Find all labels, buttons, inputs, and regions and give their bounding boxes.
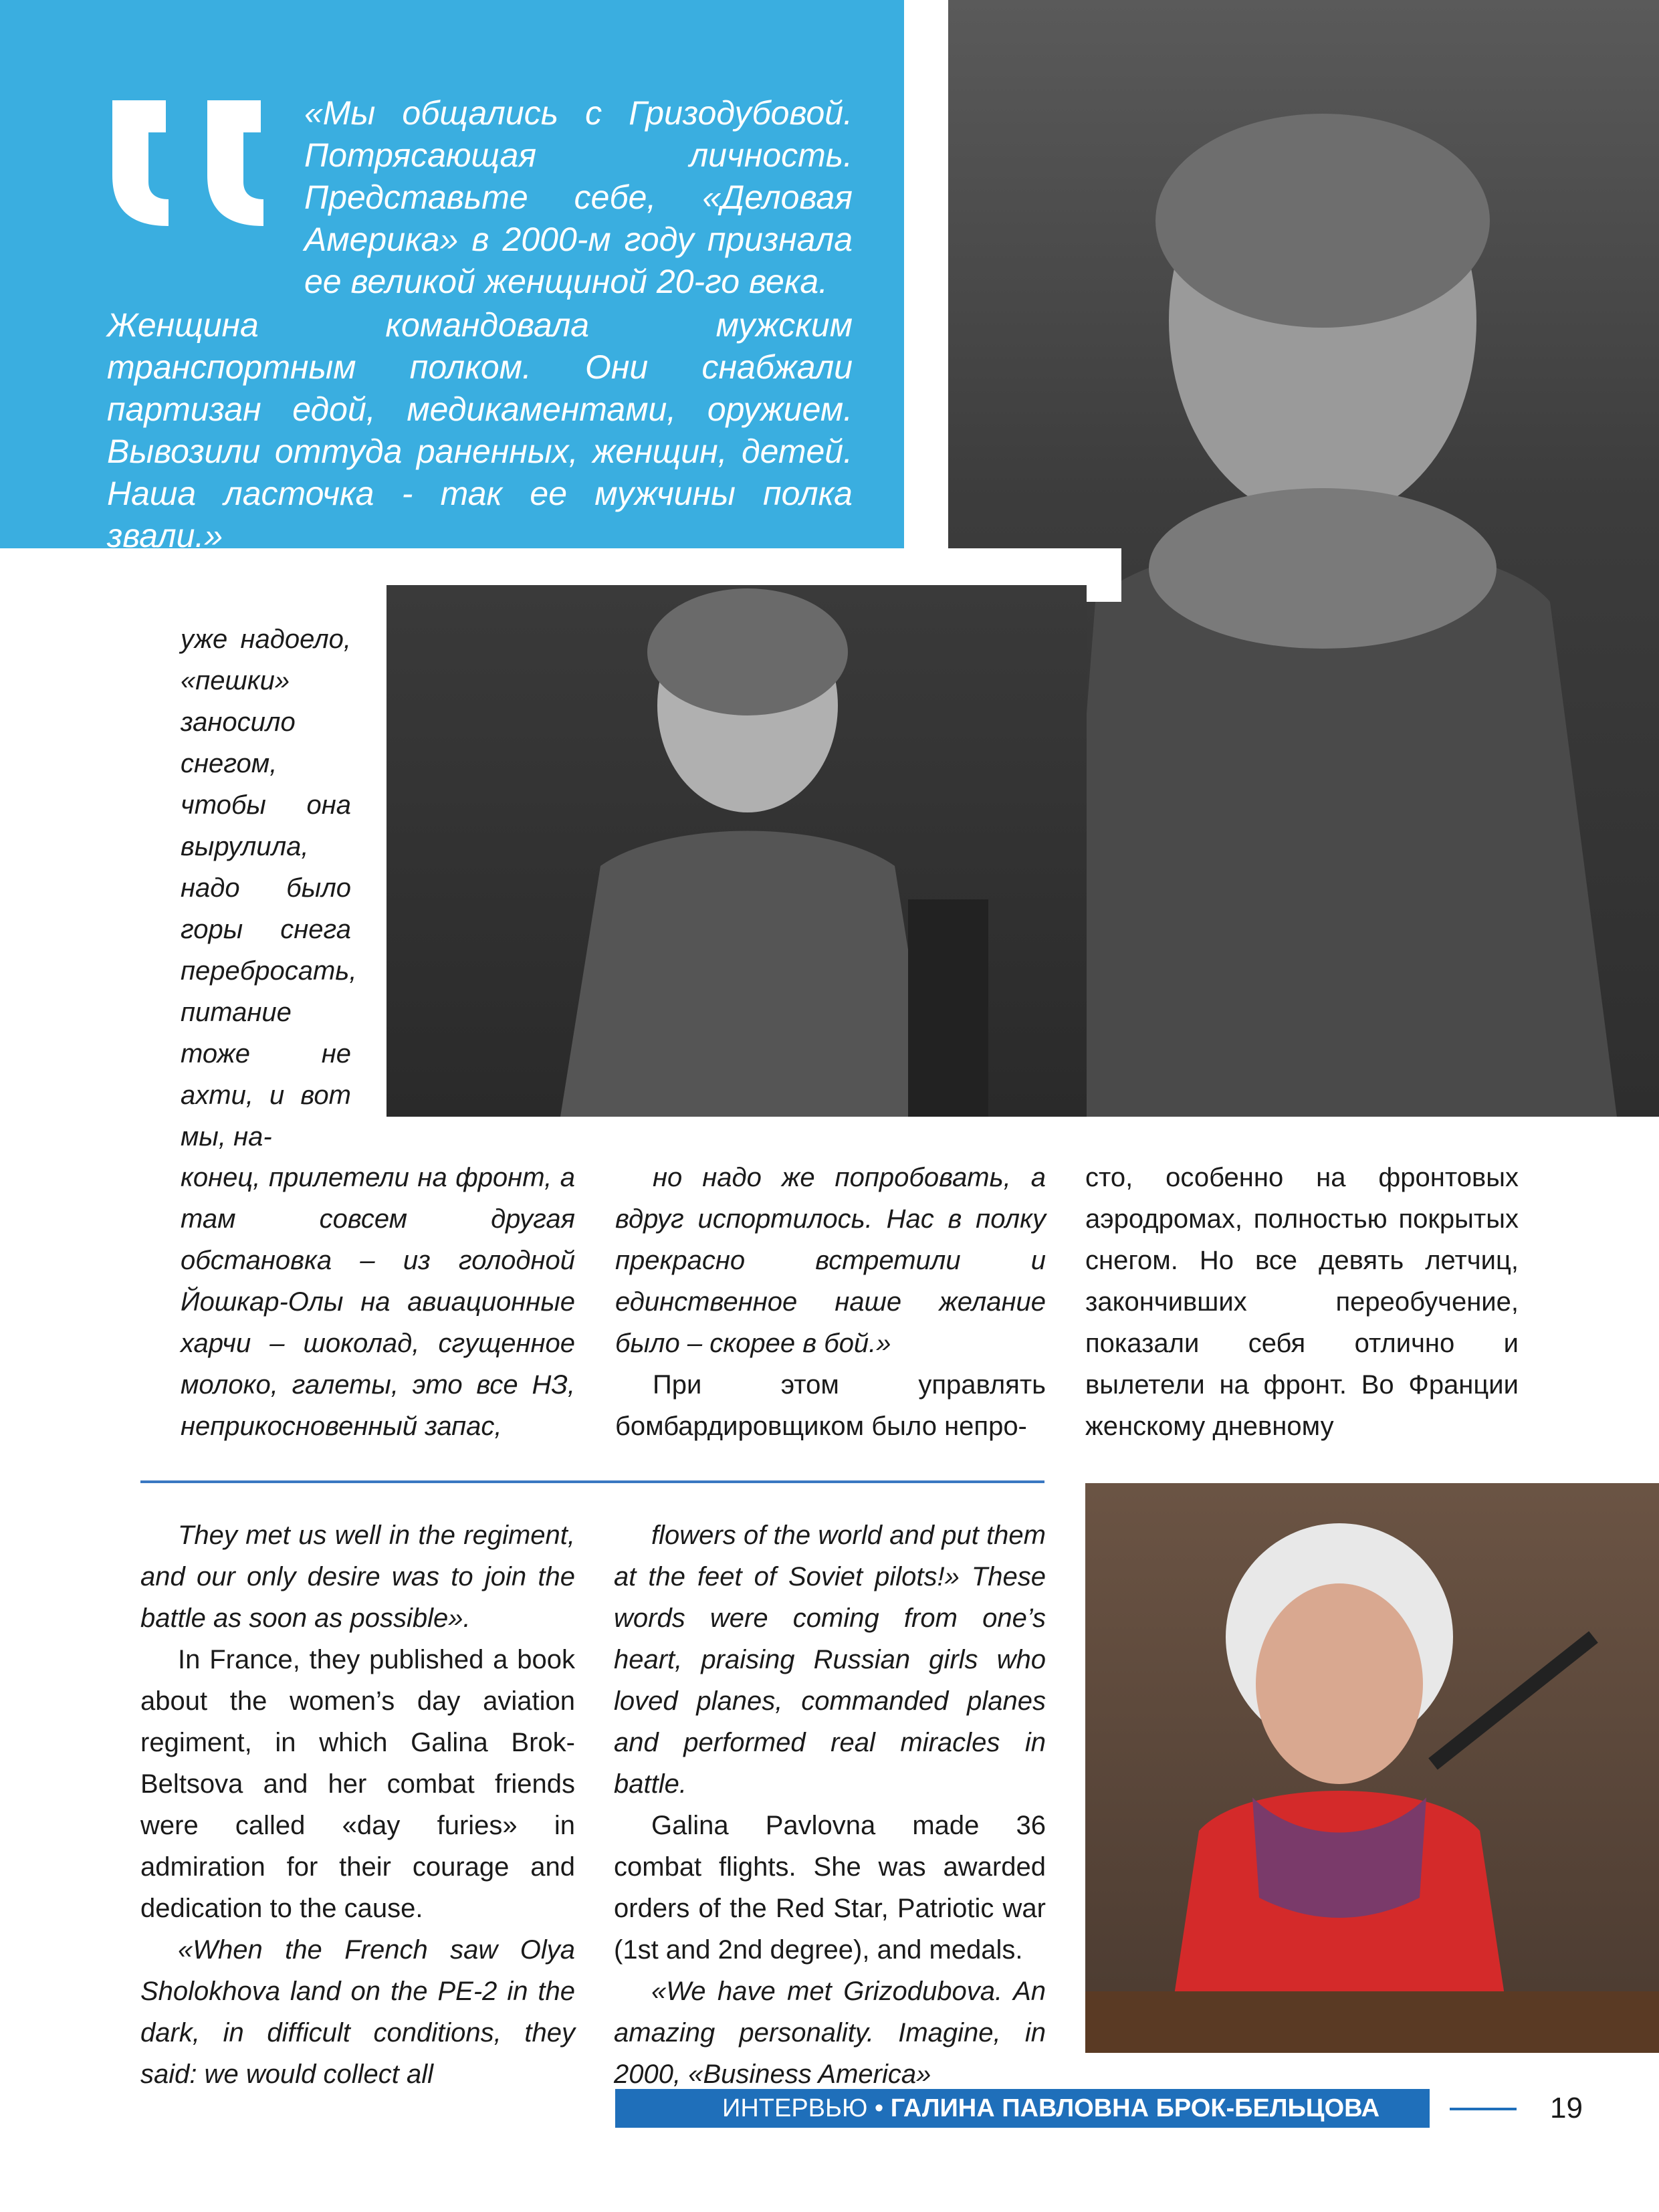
photo-girl bbox=[386, 585, 1087, 1117]
en-column-1: They met us well in the regiment, and our only desire was to join the battle as soon as possible». In France, they published a book about the women’s day aviation regiment, in which Galina Brok-Beltsova and her combat friends were called «day furies» in admiration for their courage and dedication to the cause. «When the French saw Olya Sholokhova land on the PE-2 in the dark, in difficult conditions, they said: we would collect all bbox=[140, 1521, 575, 2089]
ru-column-1: конец, прилетели на фронт, а там совсем другая обстановка – из голодной Йошкар-Олы на авиационные харчи – шоколад, сгущенное молоко, галеты, это все НЗ, неприкосновенный запас, bbox=[181, 1163, 575, 1441]
footer-line bbox=[1450, 2108, 1517, 2110]
footer-section: ИНТЕРВЬЮ bbox=[722, 2094, 868, 2122]
section-divider bbox=[140, 1480, 1044, 1483]
photo-elderly-woman-speaking bbox=[1085, 1483, 1659, 2053]
ru-narrow-column: уже надоело, «пешки» заносило снегом, чтобы она вырулила, надо было горы снега перебросать, питание тоже не ахти, и вот мы, на- bbox=[181, 625, 357, 1151]
pull-quote-first: «Мы общались с Гризодубовой. Потрясающая личность. Представьте себе, «Деловая Америка» в 2000-м году признала ее великой женщиной 20-го века. bbox=[304, 94, 853, 300]
footer-bar bbox=[615, 2089, 1430, 2128]
en-column-2: flowers of the world and put them at the feet of Soviet pilots!» These words were coming from one’s heart, praising Russian girls who loved planes, commanded planes and performed real miracles in battle. Galina Pavlovna made 36 combat flights. She was awarded orders of the Red Star, Patriotic war (1st and 2nd degree), and medals. «We have met Grizodubova. An amazing personality. Imagine, in 2000, «Business America» bbox=[614, 1521, 1046, 2089]
ru-column-3: сто, особенно на фронтовых аэродромах, полностью покрытых снегом. Но все девять летчиц, закончивших переобучение, показали себя отлично и вылетели на фронт. Во Франции женскому дневному bbox=[1085, 1163, 1519, 1441]
ru-column-2: но надо же попробовать, а вдруг испортилось. Нас в полку прекрасно встретили и единственное наше желание было – скорее в бой.» При этом управлять бомбардировщиком было непро- bbox=[615, 1163, 1046, 1441]
footer-name: ГАЛИНА ПАВЛОВНА БРОК-БЕЛЬЦОВА bbox=[890, 2094, 1380, 2122]
footer-separator: • bbox=[874, 2094, 884, 2122]
quote-mark-icon bbox=[107, 100, 274, 227]
page-number: 19 bbox=[1550, 2092, 1583, 2124]
footer-heading bbox=[722, 2089, 1379, 2128]
pull-quote-rest: Женщина командовала мужским транспортным полком. Они снабжали партизан едой, медикаментами, оружием. Вывозили оттуда раненных, женщин, детей. Наша ласточка - так ее мужчины полка звали.» bbox=[107, 306, 853, 554]
